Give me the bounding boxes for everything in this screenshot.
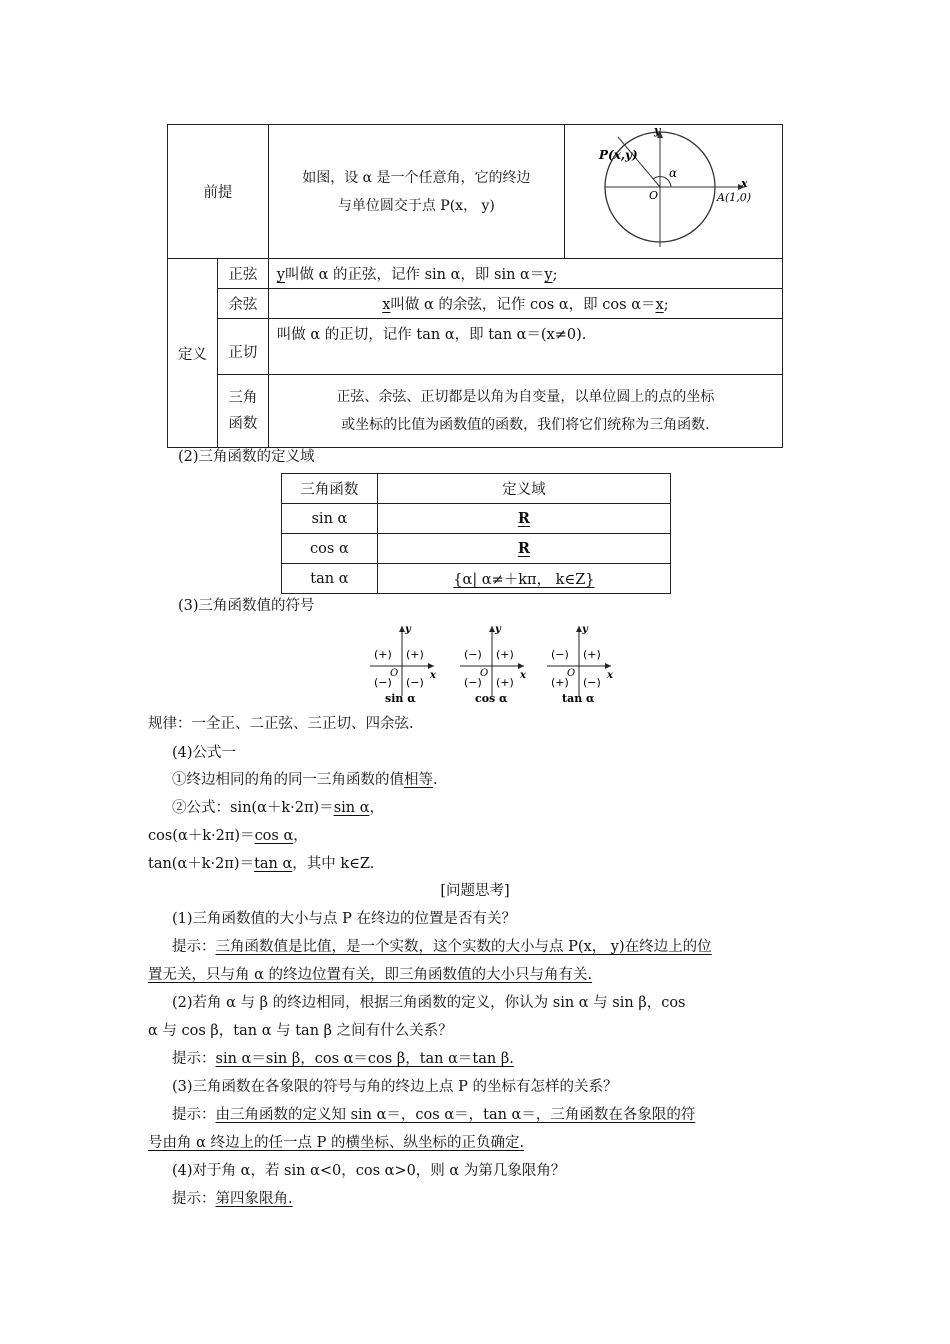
sign-rule: 规律：一全正、二正弦、三正切、四余弦. [148,716,414,732]
domain-table [281,473,671,594]
trig-function-text: 正弦、余弦、正切都是以角为自变量，以单位圆上的点的坐标 或坐标的比值为函数值的函数，我们将它们统称为三角函数. [268,375,782,448]
definition-label: 定义 [168,259,218,448]
svg-text:x: x [430,670,436,681]
tangent-label: 正切 [217,319,268,375]
sign-chart-cos [458,620,530,710]
svg-text:y: y [582,624,588,635]
svg-text:(+): (+) [374,648,392,661]
svg-text:O: O [567,668,576,679]
svg-text:O: O [390,668,399,679]
think-title: [问题思考] [440,883,510,899]
svg-text:(−): (−) [374,676,392,689]
question-2: (2)若角 α 与 β 的终边相同，根据三角函数的定义，你认为 sin α 与 sin β，cos [172,995,686,1011]
svg-text:y: y [495,624,501,635]
svg-text:cos α: cos α [475,692,508,705]
sine-definition: y叫做 α 的正弦，记作 sin α，即 sin α＝y; [268,259,782,289]
unit-circle-figure [564,125,782,259]
premise-text: 如图，设 α 是一个任意角，它的终边 与单位圆交于点 P(x， y) [268,125,564,259]
unit-circle-svg [565,125,781,254]
fig-alpha-label: α [668,166,678,180]
answer-4: 提示：第四象限角. [172,1191,293,1207]
formula-1: ①终边相同的角的同一三角函数的值相等. [172,772,438,788]
sign-chart-tan [545,620,617,710]
answer-3-cont: 号由角 α 终边上的任一点 P 的横坐标、纵坐标的正负确定. [148,1135,525,1151]
domain-header-fn: 三角函数 [282,474,378,504]
svg-text:(−): (−) [464,676,482,689]
answer-1: 提示：三角函数值是比值，是一个实数，这个实数的大小与点 P(x， y)在终边上的位 [172,939,712,955]
svg-text:O: O [480,668,489,679]
cosine-label: 余弦 [217,289,268,319]
answer-1-cont: 置无关，只与角 α 的终边位置有关，即三角函数值的大小只与角有关. [148,967,593,983]
svg-text:(+): (+) [496,648,514,661]
svg-text:tan α: tan α [562,692,595,705]
svg-text:sin α: sin α [385,692,416,705]
svg-text:(−): (−) [551,648,569,661]
fig-y-label: y [653,125,661,137]
question-1: (1)三角函数值的大小与点 P 在终边的位置是否有关？ [172,911,517,927]
section3-title: (3)三角函数值的符号 [178,598,315,614]
answer-3: 提示：由三角函数的定义知 sin α＝，cos α＝，tan α＝，三角函数在各象限的符 [172,1107,696,1123]
sine-label: 正弦 [217,259,268,289]
svg-text:x: x [520,670,526,681]
fig-origin-label: O [648,189,659,202]
formula-4: tan(α＋k·2π)＝tan α，其中 k∈Z. [148,856,375,872]
table-row: cos α R [282,534,671,564]
answer-2: 提示：sin α＝sin β，cos α＝cos β，tan α＝tan β. [172,1051,514,1067]
table-row: sin α R [282,504,671,534]
question-3: (3)三角函数在各象限的符号与角的终边上点 P 的坐标有怎样的关系？ [172,1079,618,1095]
formula-2: ②公式：sin(α＋k·2π)＝sin α， [172,800,385,816]
svg-text:(+): (+) [583,648,601,661]
section2-title: (2)三角函数的定义域 [178,449,315,465]
section4-title: (4)公式一 [172,745,237,761]
question-4: (4)对于角 α，若 sin α<0，cos α>0，则 α 为第几象限角？ [172,1163,566,1179]
premise-label: 前提 [168,125,269,259]
svg-text:x: x [607,670,613,681]
sign-chart-cos-svg [458,620,530,706]
svg-text:(−): (−) [583,676,601,689]
definition-table [167,124,783,448]
table-row: tan α {α| α≠＋kπ， k∈Z} [282,564,671,594]
cosine-definition: x叫做 α 的余弦，记作 cos α，即 cos α＝x; [268,289,782,319]
trig-function-label: 三角 函数 [217,375,268,448]
svg-text:(−): (−) [464,648,482,661]
point-p-label: P(x,y) [598,148,638,162]
svg-text:y: y [405,624,411,635]
point-a-label: A(1,0) [716,191,752,204]
question-2-cont: α 与 cos β，tan α 与 tan β 之间有什么关系？ [148,1023,453,1039]
svg-text:(+): (+) [551,676,569,689]
fig-x-label: x [740,177,748,190]
svg-text:(−): (−) [406,676,424,689]
svg-text:(+): (+) [496,676,514,689]
formula-3: cos(α＋k·2π)＝cos α， [148,828,308,844]
svg-text:(+): (+) [406,648,424,661]
sign-chart-sin-svg [368,620,440,706]
domain-header-domain: 定义域 [377,474,670,504]
sign-chart-tan-svg [545,620,617,706]
sign-chart-sin [368,620,440,710]
terminal-side [618,137,660,187]
tangent-definition: 叫做 α 的正切，记作 tan α，即 tan α＝(x≠0). [268,319,782,375]
